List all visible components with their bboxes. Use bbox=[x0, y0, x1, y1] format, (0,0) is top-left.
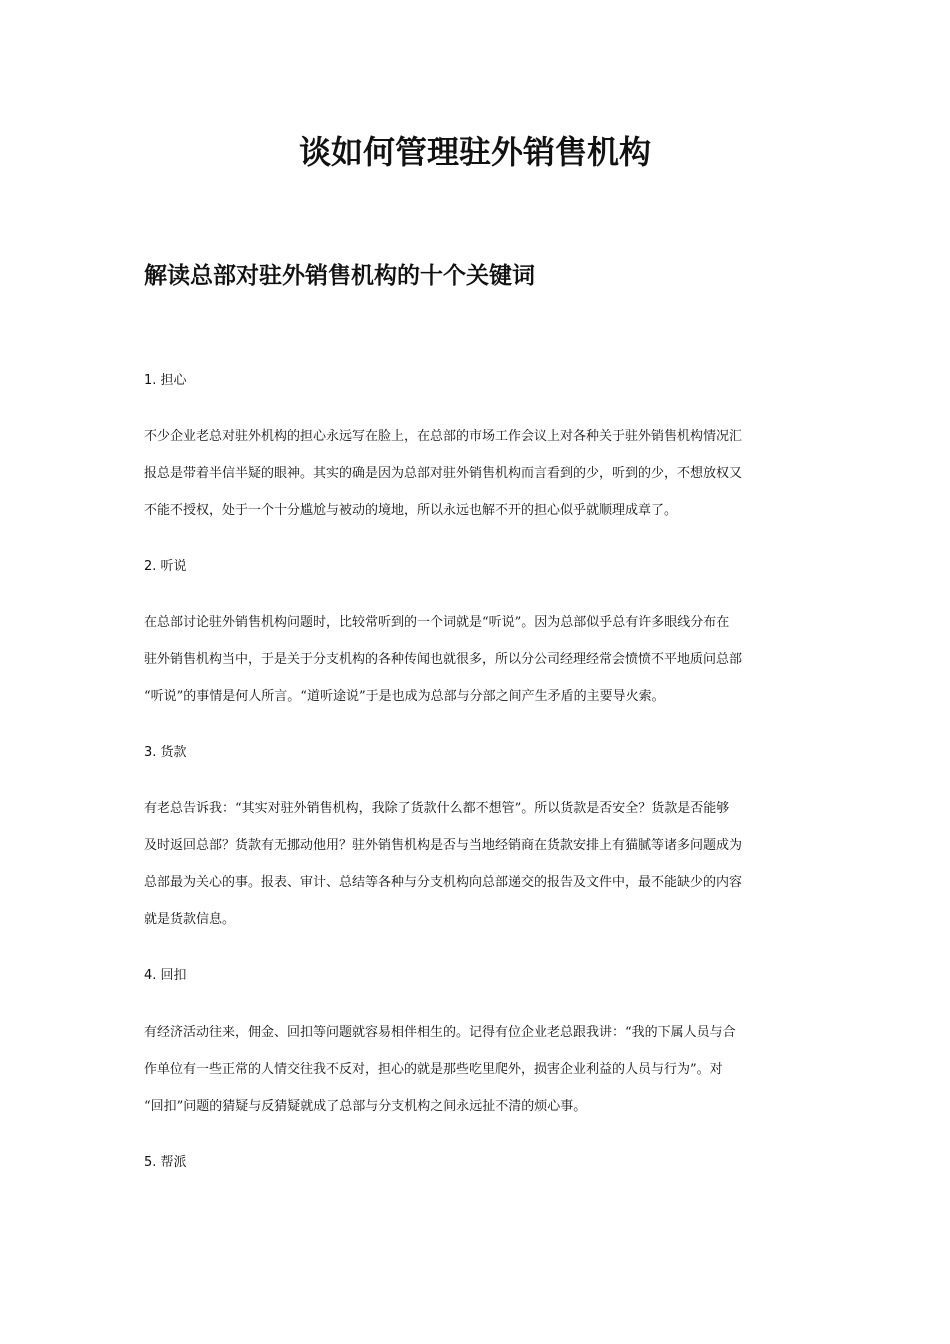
keyword-heading-5: 5. 帮派 bbox=[144, 1155, 187, 1170]
paragraph-line: “听说”的事情是何人所言。“道听途说”于是也成为总部与分部之间产生矛盾的主要导火索。 bbox=[144, 689, 665, 704]
paragraph-line: 总部最为关心的事。报表、审计、总结等各种与分支机构向总部递交的报告及文件中，最不能缺少的内容 bbox=[144, 875, 743, 890]
paragraph-line: 作单位有一些正常的人情交往我不反对，担心的就是那些吃里爬外，损害企业利益的人员与行为”。对 bbox=[144, 1062, 723, 1077]
paragraph-line: 有老总告诉我：“其实对驻外销售机构，我除了货款什么都不想管”。所以货款是否安全？货款是否能够 bbox=[144, 801, 730, 816]
paragraph-line: 不能不授权，处于一个十分尴尬与被动的境地，所以永远也解不开的担心似乎就顺理成章了。 bbox=[144, 503, 678, 518]
paragraph-line: 就是货款信息。 bbox=[144, 912, 236, 927]
paragraph-line: 驻外销售机构当中，于是关于分支机构的各种传闻也就很多，所以分公司经理经常会愤愤不平地质问总部 bbox=[144, 652, 743, 667]
keyword-heading-4: 4. 回扣 bbox=[144, 968, 187, 983]
keyword-heading-2: 2. 听说 bbox=[144, 559, 187, 574]
keyword-heading-3: 3. 货款 bbox=[144, 745, 187, 760]
paragraph-line: 不少企业老总对驻外机构的担心永远写在脸上，在总部的市场工作会议上对各种关于驻外销售机构情况汇 bbox=[144, 429, 743, 444]
paragraph-line: 报总是带着半信半疑的眼神。其实的确是因为总部对驻外销售机构而言看到的少，听到的少，不想放权又 bbox=[144, 466, 743, 481]
section-title: 解读总部对驻外销售机构的十个关键词 bbox=[144, 263, 535, 289]
document-title: 谈如何管理驻外销售机构 bbox=[298, 133, 651, 171]
keyword-paragraph-4 bbox=[144, 1014, 806, 1125]
paragraph-line: 及时返回总部？货款有无挪动他用？驻外销售机构是否与当地经销商在货款安排上有猫腻等诸多问题成为 bbox=[144, 838, 743, 853]
paragraph-line: 在总部讨论驻外销售机构问题时，比较常听到的一个词就是“听说”。因为总部似乎总有许多眼线分布在 bbox=[144, 615, 730, 630]
paragraph-line: 有经济活动往来，佣金、回扣等问题就容易相伴相生的。记得有位企业老总跟我讲：“我的下属人员与合 bbox=[144, 1025, 736, 1040]
keyword-paragraph-2 bbox=[144, 604, 806, 715]
paragraph-line: “回扣”问题的猜疑与反猜疑就成了总部与分支机构之间永远扯不清的烦心事。 bbox=[144, 1099, 587, 1114]
keyword-heading-1: 1. 担心 bbox=[144, 373, 187, 388]
keyword-paragraph-3 bbox=[144, 790, 806, 938]
keyword-paragraph-1 bbox=[144, 418, 806, 529]
